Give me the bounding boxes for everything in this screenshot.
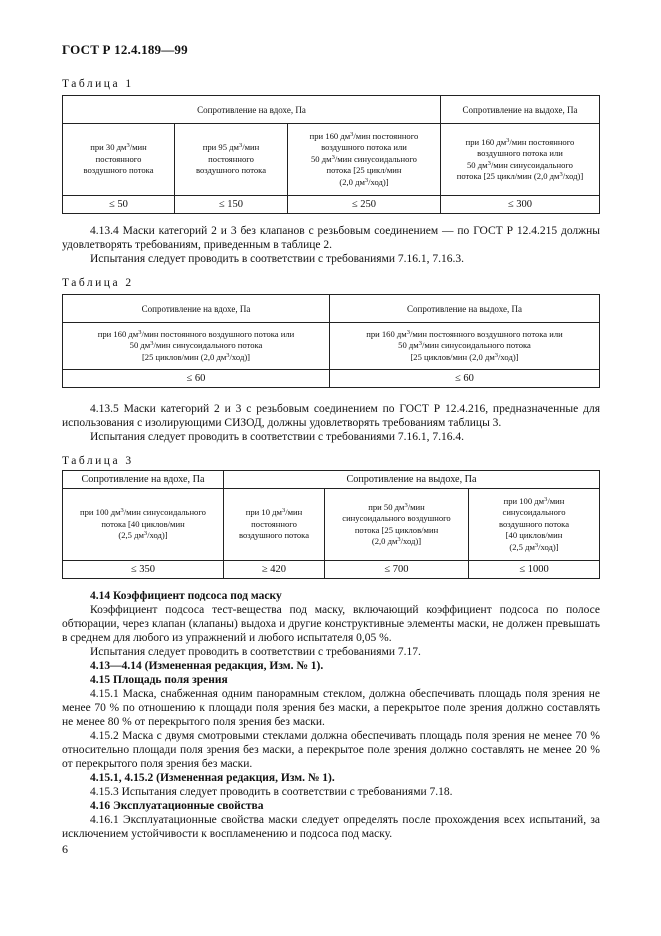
table-3 — [62, 470, 600, 579]
table-3-cell: при 100 $дм^3$/мин синусоидального воздушного потока [40 циклов/мин (2,5 $дм^3/ход$)] — [469, 489, 600, 561]
table-1-cell: при 95 $дм^3$/мин постоянного воздушного потока — [175, 124, 288, 196]
table-2-value: ≤ 60 — [63, 370, 330, 388]
table-2 — [62, 294, 600, 388]
table-1-caption: Таблица 1 — [62, 78, 134, 90]
amendment-note-2: 4.15.1, 4.15.2 (Измененная редакция, Изм. № 1). — [90, 772, 335, 784]
table-3-header-inhale: Сопротивление на вдохе, Па — [63, 471, 224, 489]
table-1-value: ≤ 50 — [63, 196, 175, 214]
document-header: ГОСТ Р 12.4.189—99 — [62, 42, 188, 57]
table-3-caption: Таблица 3 — [62, 455, 134, 467]
table-1-header-inhale: Сопротивление на вдохе, Па — [63, 96, 441, 124]
table-2-cell: при 160 $дм^3$/мин постоянного воздушного потока или 50 $дм^3$/мин синусоидального потока [25 циклов/мин (2,0 $дм^3/ход$)] — [330, 323, 600, 370]
paragraph-4-15-1: 4.15.1 Маска, снабженная одним панорамным стеклом, должна обеспечивать площадь поля зрения не менее 70 % по отношению к площади поля зрения без маски, а перекрытое поле зрения должно составлять не менее 80 % от перекрытого поля зрения без маски. — [62, 688, 600, 728]
paragraph-tests-2: Испытания следует проводить в соответствии с требованиями 7.16.1, 7.16.3. — [90, 253, 465, 265]
section-4-14-heading: 4.14 Коэффициент подсоса под маску — [90, 590, 282, 602]
paragraph-4-15-3: 4.15.3 Испытания следует проводить в соответствии с требованиями 7.18. — [90, 786, 453, 798]
paragraph-4-14: Коэффициент подсоса тест-вещества под маску, включающий коэффициент подсоса по полосе обтюрации, через клапан (клапаны) выдоха и другие конструктивные элементы маски, не должен превышать в среднем для любого из упражнений и любого испытателя 0,05 %. — [62, 604, 600, 644]
table-2-value: ≤ 60 — [330, 370, 600, 388]
table-1-value: ≤ 150 — [175, 196, 288, 214]
paragraph-tests-4: Испытания следует проводить в соответствии с требованиями 7.17. — [90, 646, 421, 658]
paragraph-tests-3: Испытания следует проводить в соответствии с требованиями 7.16.1, 7.16.4. — [90, 431, 465, 443]
table-3-cell: при 50 $дм^3$/мин синусоидального воздушного потока [25 циклов/мин (2,0 $дм^3/ход$)] — [325, 489, 469, 561]
table-1-value: ≤ 250 — [288, 196, 441, 214]
table-2-header-inhale: Сопротивление на вдохе, Па — [63, 295, 330, 323]
table-1-header-exhale: Сопротивление на выдохе, Па — [441, 96, 600, 124]
table-3-value: ≤ 350 — [63, 561, 224, 579]
table-1-cell: при 160 $дм^3$/мин постоянного воздушного потока или 50 $дм^3$/мин синусоидального потока [25 цикл/мин (2,0 $дм^3/ход$)] — [288, 124, 441, 196]
table-1-cell: при 30 $дм^3$/мин постоянного воздушного потока — [63, 124, 175, 196]
table-3-cell: при 100 $дм^3$/мин синусоидального потока [40 циклов/мин (2,5 $дм^3/ход$)] — [63, 489, 224, 561]
table-1-cell: при 160 $дм^3$/мин постоянного воздушного потока или 50 $дм^3$/мин синусоидального потока [25 цикл/мин (2,0 $дм^3/ход$)] — [441, 124, 600, 196]
table-2-cell: при 160 $дм^3$/мин постоянного воздушного потока или 50 $дм^3$/мин синусоидального потока [25 циклов/мин (2,0 $дм^3/ход$)] — [63, 323, 330, 370]
section-4-16-heading: 4.16 Эксплуатационные свойства — [90, 800, 264, 812]
section-4-15-heading: 4.15 Площадь поля зрения — [90, 674, 228, 686]
table-3-value: ≤ 1000 — [469, 561, 600, 579]
paragraph-4-13-4: 4.13.4 Маски категорий 2 и 3 без клапанов с резьбовым соединением — по ГОСТ Р 12.4.215 должны удовлетворять требованиям, приведенным в таблице 2. — [62, 225, 600, 251]
amendment-note-1: 4.13—4.14 (Измененная редакция, Изм. № 1). — [90, 660, 324, 672]
paragraph-4-15-2: 4.15.2 Маска с двумя смотровыми стеклами должна обеспечивать площадь поля зрения не менее 70 % относительно площади поля зрения без маски, а перекрытое поле зрения должно составлять не менее 20 % от перекрытого поля зрения без маски. — [62, 730, 600, 770]
table-3-value: ≥ 420 — [224, 561, 325, 579]
table-2-caption: Таблица 2 — [62, 277, 134, 289]
table-1 — [62, 95, 600, 214]
paragraph-4-16-1: 4.16.1 Эксплуатационные свойства маски следует определять после прохождения всех испытаний, за исключением устойчивости к воспламенению и подсоса под маску. — [62, 814, 600, 840]
table-1-value: ≤ 300 — [441, 196, 600, 214]
table-2-header-exhale: Сопротивление на выдохе, Па — [330, 295, 600, 323]
table-3-value: ≤ 700 — [325, 561, 469, 579]
page-number: 6 — [62, 842, 68, 856]
paragraph-4-13-5: 4.13.5 Маски категорий 2 и 3 с резьбовым соединением по ГОСТ Р 12.4.216, предназначенные для использования с изолирующими СИЗОД, должны удовлетворять требованиям таблицы 3. — [62, 403, 600, 429]
table-3-cell: при 10 $дм^3$/мин постоянного воздушного потока — [224, 489, 325, 561]
table-3-header-exhale: Сопротивление на выдохе, Па — [224, 471, 600, 489]
